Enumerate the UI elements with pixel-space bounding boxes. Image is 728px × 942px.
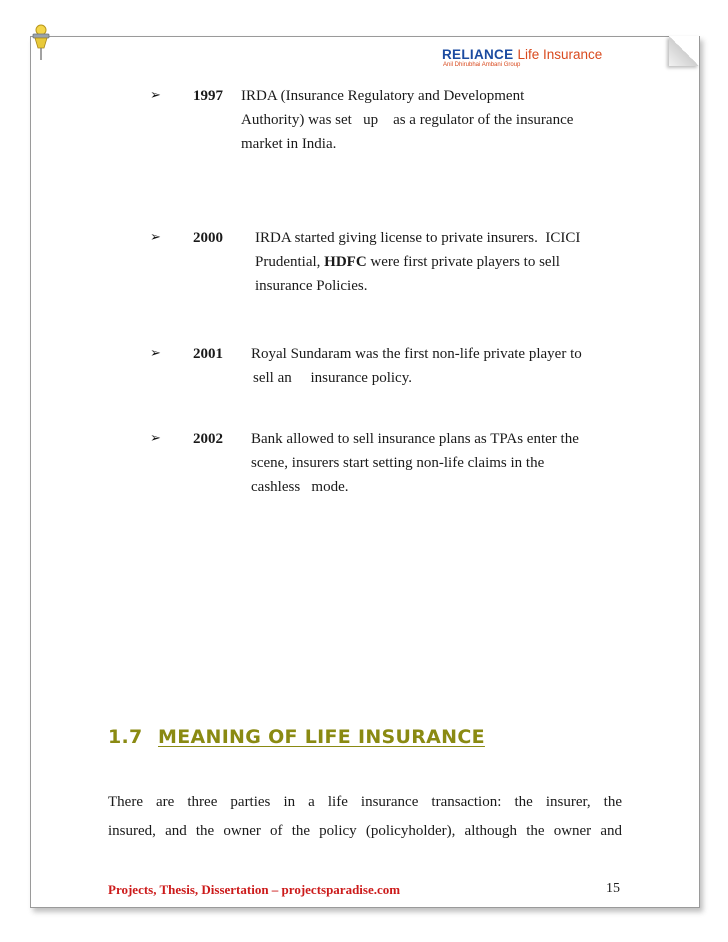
entry-line: scene, insurers start setting non-life claims in the [251,455,545,471]
entry-year: 2002 [193,431,223,447]
reliance-logo [442,48,622,78]
entry-text [241,84,621,156]
pin-icon [24,22,60,62]
entry-year: 1997 [193,88,223,104]
entry-line: sell an insurance policy. [253,370,412,386]
section-heading [108,726,485,748]
arrow-bullet-icon: ➢ [150,230,161,245]
page-number: 15 [606,881,620,896]
entry-line-part: Prudential, [255,254,325,270]
entry-line: market in India. [241,136,337,152]
entry-text [251,427,631,499]
entry-line: Bank allowed to sell insurance plans as TPAs enter the [251,431,579,447]
entry-text [251,342,631,390]
section-title: MEANING OF LIFE INSURANCE [158,726,485,748]
arrow-bullet-icon: ➢ [150,88,161,103]
entry-line: IRDA started giving license to private insurers. ICICI [255,230,581,246]
entry-text [255,226,635,298]
body-paragraph [108,788,622,846]
entry-line: insurance Policies. [255,278,368,294]
logo-product: Life Insurance [517,47,603,62]
entry-line: Royal Sundaram was the first non-life private player to [251,346,582,362]
timeline-entry-2002 [150,427,630,507]
footer-text: Projects, Thesis, Dissertation – projectsparadise.com [108,882,401,897]
logo-group: Anil Dhirubhai Ambani Group [443,62,521,68]
timeline-entry-1997 [150,84,630,164]
entry-line-part: were first private players to sell [366,254,560,270]
arrow-bullet-icon: ➢ [150,346,161,361]
entry-year: 2000 [193,230,223,246]
arrow-bullet-icon: ➢ [150,431,161,446]
entry-line: cashless mode. [251,479,349,495]
logo-brand [442,48,622,62]
page-curl [669,36,699,66]
entry-line: IRDA (Insurance Regulatory and Development [241,88,525,104]
entry-line [255,250,635,274]
hdfc-bold: HDFC [324,254,367,270]
paragraph-line: insured, and the owner of the policy (policyholder), although the owner and [108,823,622,839]
timeline-entry-2001 [150,342,630,398]
entry-line: Authority) was set up as a regulator of the insurance [241,112,574,128]
section-number: 1.7 [108,726,143,748]
entry-year: 2001 [193,346,223,362]
logo-brand-name: RELIANCE [442,47,514,62]
paragraph-line: There are three parties in a life insurance transaction: the insurer, the [108,794,622,810]
timeline-entry-2000 [150,226,630,306]
